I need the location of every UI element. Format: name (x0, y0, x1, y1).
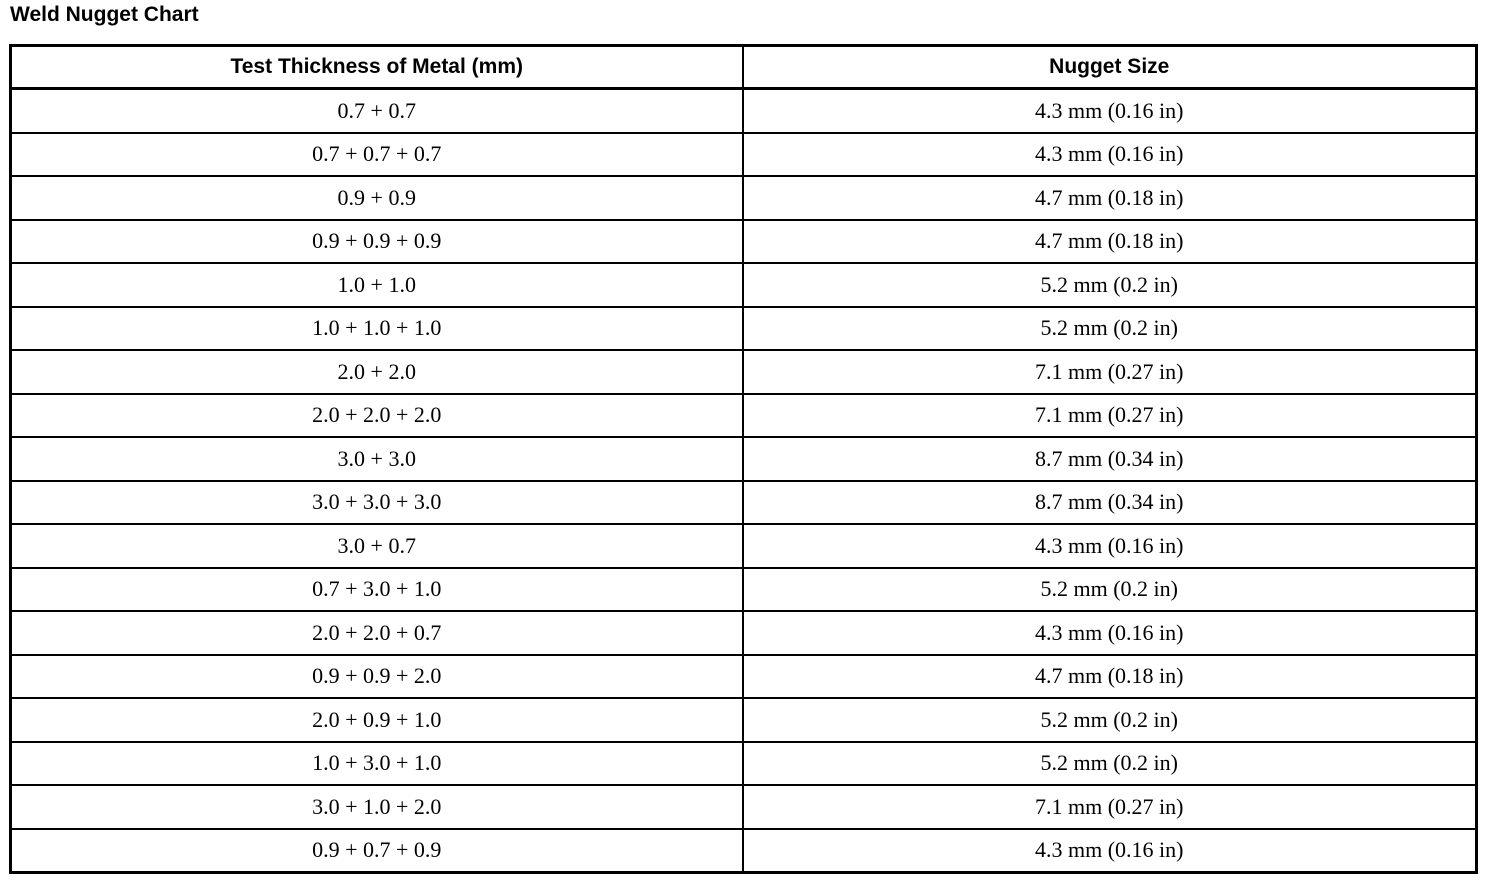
thickness-cell: 3.0 + 3.0 + 3.0 (11, 481, 743, 525)
table-header-row (11, 46, 1477, 89)
nugget-size-cell: 4.3 mm (0.16 in) (743, 133, 1477, 177)
nugget-size-cell: 5.2 mm (0.2 in) (743, 698, 1477, 742)
table-row (11, 89, 1477, 133)
nugget-size-cell: 8.7 mm (0.34 in) (743, 481, 1477, 525)
thickness-cell: 0.9 + 0.9 + 0.9 (11, 220, 743, 264)
nugget-size-cell: 5.2 mm (0.2 in) (743, 568, 1477, 612)
thickness-cell: 2.0 + 0.9 + 1.0 (11, 698, 743, 742)
nugget-size-cell: 7.1 mm (0.27 in) (743, 350, 1477, 394)
thickness-cell: 0.7 + 0.7 (11, 89, 743, 133)
table-row (11, 437, 1477, 481)
thickness-cell: 0.9 + 0.9 (11, 176, 743, 220)
nugget-size-cell: 5.2 mm (0.2 in) (743, 742, 1477, 786)
nugget-size-cell: 4.3 mm (0.16 in) (743, 89, 1477, 133)
table-row (11, 350, 1477, 394)
page-title: Weld Nugget Chart (10, 3, 199, 26)
thickness-cell: 1.0 + 1.0 (11, 263, 743, 307)
nugget-size-cell: 4.3 mm (0.16 in) (743, 611, 1477, 655)
table-row (11, 655, 1477, 699)
table-row (11, 176, 1477, 220)
nugget-size-cell: 8.7 mm (0.34 in) (743, 437, 1477, 481)
thickness-cell: 3.0 + 0.7 (11, 524, 743, 568)
thickness-cell: 1.0 + 1.0 + 1.0 (11, 307, 743, 351)
table-row (11, 481, 1477, 525)
column-header-thickness: Test Thickness of Metal (mm) (11, 46, 743, 89)
thickness-cell: 2.0 + 2.0 + 2.0 (11, 394, 743, 438)
table-row (11, 611, 1477, 655)
nugget-size-cell: 5.2 mm (0.2 in) (743, 307, 1477, 351)
table-row (11, 524, 1477, 568)
table-row (11, 394, 1477, 438)
thickness-cell: 0.7 + 3.0 + 1.0 (11, 568, 743, 612)
nugget-size-cell: 7.1 mm (0.27 in) (743, 785, 1477, 829)
table-row (11, 785, 1477, 829)
nugget-size-cell: 7.1 mm (0.27 in) (743, 394, 1477, 438)
table-row (11, 263, 1477, 307)
nugget-size-cell: 4.7 mm (0.18 in) (743, 176, 1477, 220)
nugget-size-cell: 4.7 mm (0.18 in) (743, 655, 1477, 699)
table-row (11, 568, 1477, 612)
table-row (11, 220, 1477, 264)
thickness-cell: 2.0 + 2.0 + 0.7 (11, 611, 743, 655)
thickness-cell: 1.0 + 3.0 + 1.0 (11, 742, 743, 786)
table-row (11, 133, 1477, 177)
table-row (11, 307, 1477, 351)
nugget-size-cell: 4.3 mm (0.16 in) (743, 524, 1477, 568)
table-row (11, 698, 1477, 742)
thickness-cell: 3.0 + 1.0 + 2.0 (11, 785, 743, 829)
thickness-cell: 0.9 + 0.9 + 2.0 (11, 655, 743, 699)
column-header-nugget-size: Nugget Size (743, 46, 1477, 89)
nugget-size-cell: 4.7 mm (0.18 in) (743, 220, 1477, 264)
nugget-size-cell: 4.3 mm (0.16 in) (743, 829, 1477, 873)
weld-nugget-table (9, 44, 1478, 874)
nugget-size-cell: 5.2 mm (0.2 in) (743, 263, 1477, 307)
thickness-cell: 0.9 + 0.7 + 0.9 (11, 829, 743, 873)
thickness-cell: 0.7 + 0.7 + 0.7 (11, 133, 743, 177)
table-row (11, 829, 1477, 873)
thickness-cell: 2.0 + 2.0 (11, 350, 743, 394)
thickness-cell: 3.0 + 3.0 (11, 437, 743, 481)
table-row (11, 742, 1477, 786)
